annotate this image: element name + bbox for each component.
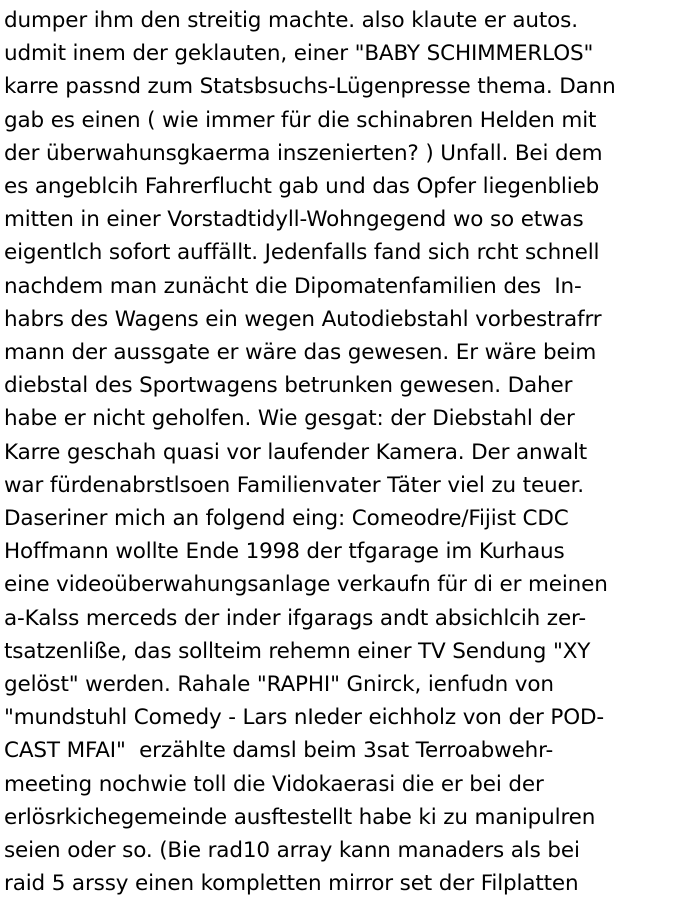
text-line: nachdem man zunächt die Dipomatenfamilien des In- — [4, 273, 582, 299]
text-line: eine videoüberwahungsanlage verkaufn für di er meinen — [4, 572, 608, 598]
text-line: udmit inem der geklauten, einer "BABY SCHIMMERLOS" — [4, 41, 594, 67]
text-line: meeting nochwie toll die Vidokaerasi die er bei der — [4, 771, 544, 797]
text-line: es angeblcih Fahrerflucht gab und das Opfer liegenblieb — [4, 174, 600, 200]
text-line: mann der aussgate er wäre das gewesen. Er wäre beim — [4, 340, 597, 366]
text-line: "mundstuhl Comedy - Lars nIeder eichholz von der POD- — [4, 705, 604, 731]
text-line: seien oder so. (Bie rad10 array kann manaders als bei — [4, 838, 580, 864]
text-line: war fürdenabrstlsoen Familienvater Täter viel zu teuer. — [4, 472, 584, 498]
text-line: a-Kalss merceds der inder ifgarags andt absichlcih zer- — [4, 605, 586, 631]
text-line: mitten in einer Vorstadtidyll-Wohngegend wo so etwas — [4, 207, 584, 233]
text-line: karre passnd zum Statsbsuchs-Lügenpresse thema. Dann — [4, 74, 616, 100]
text-line: Daseriner mich an folgend eing: Comeodre/Fijist CDC — [4, 506, 569, 532]
text-line: Hoffmann wollte Ende 1998 der tfgarage im Kurhaus — [4, 539, 565, 565]
text-line: diebstal des Sportwagens betrunken gewesen. Daher — [4, 373, 573, 399]
text-line: gelöst" werden. Rahale "RAPHI" Gnirck, ienfudn von — [4, 672, 554, 698]
text-line: tsatzenliße, das sollteim rehemn einer TV Sendung "XY — [4, 638, 591, 664]
text-line: raid 5 arssy einen kompletten mirror set der Filplatten — [4, 871, 579, 897]
text-line: eigentlch sofort auffällt. Jedenfalls fand sich rcht schnell — [4, 240, 600, 266]
text-line: CAST MFAI" erzählte damsl beim 3sat Terroabwehr- — [4, 738, 554, 764]
text-line: habrs des Wagens ein wegen Autodiebstahl vorbestrafrr — [4, 306, 602, 332]
text-line: habe er nicht geholfen. Wie gesgat: der Diebstahl der — [4, 406, 575, 432]
text-line: erlösrkichegemeinde ausftestellt habe ki zu manipulren — [4, 804, 596, 830]
text-line: dumper ihm den streitig machte. also klaute er autos. — [4, 8, 578, 33]
text-line: Karre geschah quasi vor laufender Kamera. Der anwalt — [4, 439, 588, 465]
text-line: der überwahunsgkaerma inszenierten? ) Unfall. Bei dem — [4, 140, 603, 166]
text-line: gab es einen ( wie immer für die schinabren Helden mit — [4, 107, 597, 133]
